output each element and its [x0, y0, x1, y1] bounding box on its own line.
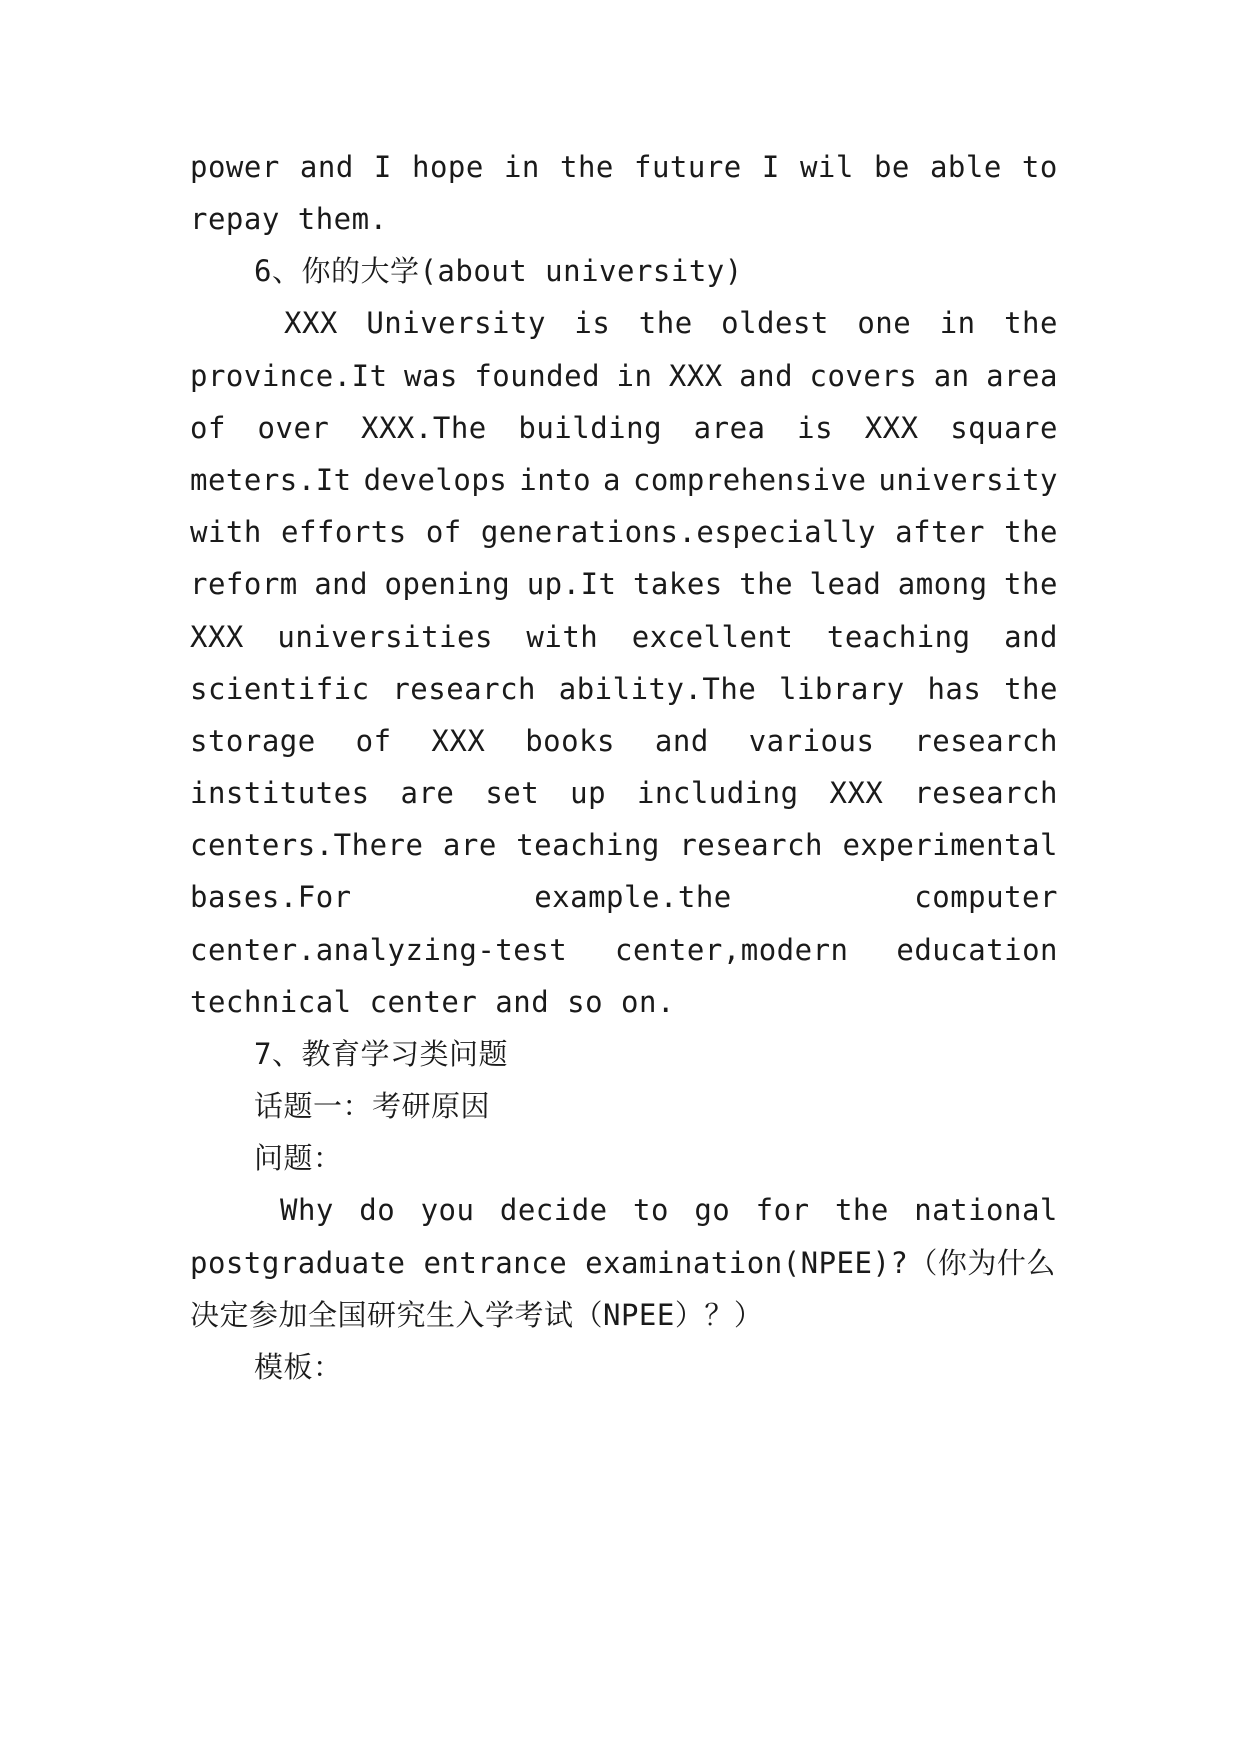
paragraph-line: technical center and so on. — [190, 985, 675, 1019]
word: XXX — [190, 620, 244, 654]
word: XXX — [284, 306, 338, 340]
word: over — [257, 411, 330, 445]
word: ability.The — [558, 672, 757, 706]
word: teaching — [516, 828, 660, 862]
word: building — [518, 411, 663, 445]
word: education — [896, 933, 1058, 967]
word: after — [895, 515, 985, 549]
word: you — [420, 1193, 475, 1227]
word: area — [693, 411, 766, 445]
word: research — [914, 776, 1058, 810]
word: university — [878, 463, 1058, 497]
word: research — [914, 724, 1058, 758]
question-label: 问题： — [254, 1141, 343, 1175]
word: books — [525, 724, 616, 758]
paragraph-line — [190, 669, 1058, 709]
word: decide — [499, 1193, 608, 1227]
word: of — [425, 515, 462, 549]
word: teaching — [826, 620, 971, 654]
paragraph-line — [190, 356, 1058, 396]
word: national — [914, 1193, 1058, 1227]
word: is — [797, 411, 834, 445]
word: research — [679, 828, 824, 862]
topic-heading: 话题一：考研原因 — [254, 1089, 491, 1123]
word: covers — [809, 359, 918, 393]
word: to — [633, 1193, 669, 1227]
word: opening — [384, 567, 511, 601]
word: reform — [190, 567, 298, 601]
word: a — [603, 463, 621, 497]
word: hope — [412, 150, 484, 184]
word: XXX — [829, 776, 884, 810]
word: takes — [632, 567, 723, 601]
word: the — [1004, 567, 1058, 601]
word: power — [190, 150, 280, 184]
word: excellent — [631, 620, 794, 654]
word: province.It — [190, 359, 388, 393]
word: comprehensive — [632, 463, 867, 497]
word: computer — [914, 880, 1058, 914]
word: including — [636, 776, 799, 810]
paragraph-line — [284, 303, 1058, 343]
word: generations.especially — [480, 515, 877, 549]
word: XXX — [431, 724, 486, 758]
word: Why — [280, 1193, 334, 1227]
word: XXX.The — [361, 411, 487, 445]
word: library — [779, 672, 905, 706]
word: various — [748, 724, 875, 758]
word: and — [314, 567, 369, 601]
paragraph-line — [190, 147, 1058, 187]
word: bases.For — [190, 880, 352, 914]
word: are — [400, 776, 455, 810]
word: are — [442, 828, 497, 862]
word: with — [190, 515, 262, 549]
word: center.analyzing-test — [190, 933, 568, 967]
word: scientific — [190, 672, 370, 706]
word: wil — [799, 150, 854, 184]
word: has — [927, 672, 982, 706]
question-line: postgraduate entrance examination(NPEE)?（你为什么 — [190, 1246, 1056, 1280]
word: able — [929, 150, 1002, 184]
word: storage — [190, 724, 316, 758]
word: develops — [363, 463, 508, 497]
word: square — [950, 411, 1058, 445]
word: and — [1004, 620, 1058, 654]
word: one — [857, 306, 912, 340]
word: I — [761, 150, 780, 184]
word: example.the — [534, 880, 732, 914]
paragraph-line — [190, 408, 1058, 448]
word: meters.It — [190, 463, 352, 497]
word: do — [359, 1193, 396, 1227]
word: universities — [277, 620, 493, 654]
paragraph-line — [190, 460, 1058, 500]
word: the — [1004, 515, 1058, 549]
word: the — [559, 150, 614, 184]
word: go — [694, 1193, 731, 1227]
word: the — [638, 306, 693, 340]
word: lead — [809, 567, 882, 601]
word: up — [570, 776, 607, 810]
word: is — [574, 306, 611, 340]
word: the — [834, 1193, 889, 1227]
word: efforts — [280, 515, 407, 549]
word: XXX — [668, 359, 723, 393]
word: of — [190, 411, 226, 445]
word: of — [355, 724, 392, 758]
word: and — [654, 724, 709, 758]
section-heading: 7、教育学习类问题 — [254, 1037, 508, 1071]
paragraph-line — [190, 512, 1058, 552]
word: institutes — [190, 776, 370, 810]
paragraph-line — [190, 773, 1058, 813]
paragraph-line — [190, 564, 1058, 604]
word: and — [739, 359, 794, 393]
word: area — [986, 359, 1058, 393]
template-label: 模板： — [254, 1350, 343, 1384]
word: the — [739, 567, 794, 601]
word: and — [299, 150, 354, 184]
word: among — [897, 567, 988, 601]
word: founded — [474, 359, 601, 393]
word: center,modern — [615, 933, 849, 967]
paragraph-line — [190, 721, 1058, 761]
question-line — [280, 1190, 1058, 1230]
word: to — [1021, 150, 1058, 184]
word: the — [1004, 306, 1058, 340]
paragraph-line: repay them. — [190, 202, 388, 236]
paragraph-line — [190, 930, 1058, 970]
paragraph-line — [190, 877, 1058, 917]
word: in — [939, 306, 976, 340]
word: University — [366, 306, 546, 340]
word: future — [633, 150, 742, 184]
word: into — [519, 463, 592, 497]
word: was — [404, 359, 458, 393]
word: research — [392, 672, 537, 706]
word: the — [1004, 672, 1058, 706]
word: for — [755, 1193, 810, 1227]
word: in — [503, 150, 540, 184]
word: set — [485, 776, 540, 810]
paragraph-line — [190, 617, 1058, 657]
paragraph-line — [190, 825, 1058, 865]
word: XXX — [864, 411, 919, 445]
word: centers.There — [190, 828, 424, 862]
word: oldest — [721, 306, 829, 340]
word: with — [526, 620, 599, 654]
word: experimental — [842, 828, 1058, 862]
word: I — [373, 150, 392, 184]
section-heading: 6、你的大学(about university) — [254, 254, 743, 288]
word: in — [616, 359, 653, 393]
word: an — [933, 359, 970, 393]
question-line: 决定参加全国研究生入学考试（NPEE）？） — [190, 1298, 764, 1332]
word: be — [873, 150, 910, 184]
word: up.It — [526, 567, 617, 601]
